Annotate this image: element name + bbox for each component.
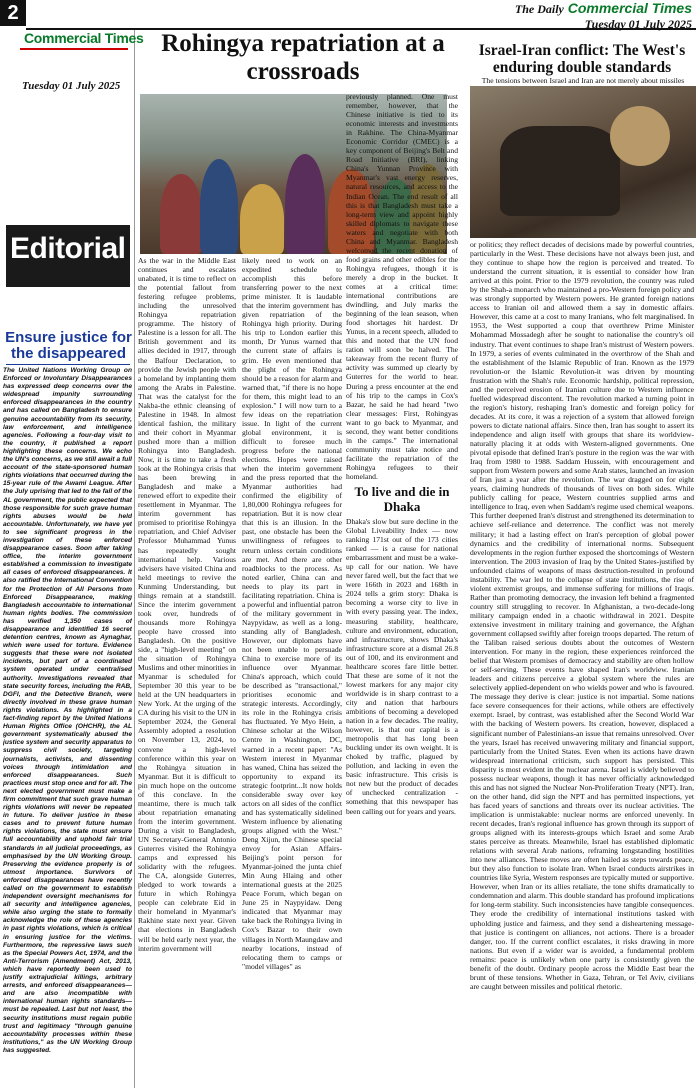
- editorial-headline-rule: [6, 364, 130, 365]
- dhaka-text: Dhaka's slow but sure decline in the Global Liveability Index — now ranking 171st out of the 173 cities ranked — is a cause for national embarrassment and must be a wake-up call for our nation. We have never fared well, but the fact that we were 166th in 2023 and 168th in 2024 tells a grim story: Dhaka is becoming a worse city to live in with every passing year. The index, measuring stability, healthcare, culture and environment, education, and infrastructure, shows Dhaka's infrastructure score at a dismal 26.8 out of 100, and its environment and healthcare scores fare little better. That these are some of it not the lowest markers for any major city worldwide is in sharp contrast to a city and nation that harbours ambitions of becoming a developed nation in a few decades. The reality, however, is that our capital is a metropolis that has long been buckling under its own weight. It is choked by traffic, plagued by pollution, and lacking in even the basic infrastructure. This crisis is not new but the product of decades of unchecked centralization - something that this newspaper has been calling out for years and years.: [346, 517, 458, 816]
- iran-photo: [470, 86, 696, 238]
- masthead-brand-name: Commercial Times: [567, 0, 692, 16]
- iran-title: Israel-Iran conflict: The West's enduring double standards: [478, 42, 686, 76]
- iran-subtitle: The tensions between Israel and Iran are not merely about missiles: [481, 76, 685, 85]
- page-number: 2: [0, 0, 26, 26]
- editorial-headline: Ensure justice for the disappeared: [5, 329, 132, 362]
- left-date: Tuesday 01 July 2025: [22, 80, 121, 92]
- rohingya-col-3: [346, 92, 458, 1086]
- masthead: [515, 0, 692, 32]
- rohingya-col-1-text: As the war in the Middle East continues and escalates unabated, it is time to reflect on the potential fallout from festering refugee problems, including the unresolved Rohingya repatriation programme. The history of Palestine is a lesson for all. The British government and its allies decided in 1917, through the Balfour Declaration, to provide the Jewish people with a homeland by implanting them among the Arabs in Palestine. That was the catalyst for the Nakba-the ethnic cleansing of Palestine in 1948. In almost identical fashion, the military and their cohort in Myanmar pushed more than a million Rohingya into Bangladesh. Now, it is time to take a fresh look at the Rohingya crisis that has been brewing in Bangladesh and make a renewed effort to expedite their resettlement in Myanmar. The interim government has promised to prioritise Rohingya repatriation, and Chief Adviser Professor Muhammad Yunus has repeatedly sought international help. Various advisers have visited China and held meetings to revive the Kunming Understanding, but things remain at a standstill. Since the interim government took over, hundreds of thousands more Rohingya people have crossed into Bangladesh. On the positive side, a "high-level meeting" on the situation of Rohingya Muslims and other minorities in Myanmar is scheduled for September 30 this year to be held at the UN headquarters in New York. At the urging of the CA during his visit to the UN in September 2024, the General Assembly adopted a resolution on November 13, 2024, to convene a high-level conference within this year on the Rohingya situation in Myanmar. But it is difficult to pin much hope on the outcome of this conclave. In the meantime, there is much talk about repatriation emanating from the interim government. During a visit to Bangladesh, UN Secretary-General Antonio Guterres visited the Rohingya camps and expressed his solidarity with the refugees. The CA, alongside Guterres, pledged to work towards a future in which Rohingya people can celebrate Eid in their homeland in Myanmar's Rakhine state next year. Given that elections in Bangladesh will be held early next year, the interim government will: [138, 256, 236, 953]
- rohingya-col-1: [138, 256, 236, 1086]
- iran-body: [470, 240, 694, 1086]
- rohingya-title: Rohingya repatriation at a crossroads: [161, 30, 445, 85]
- logo-underline: [20, 48, 128, 50]
- rohingya-col-2: [242, 256, 342, 1086]
- masthead-brand-the: The Daily: [514, 2, 564, 16]
- rohingya-col-2-text: likely need to work on an expedited schedule to accomplish this before transferring power to the next prime minister. It is laudable that the interim government has given repatriation of the Rohingya high priority. During his trip to London earlier this month, Dr Yunus warned that the current state of affairs is grim. He even mentioned that the plight of the Rohingya should be a reason for alarm and warned that, "if there is no hope for them, this might lead to an explosion." I will now turn to a few ideas on the repatriation issue. In light of the current global environment, it is difficult to foresee much progress before the national elections. Hopes were raised when the interim government and the press reported that the Myanmar authorities had confirmed the eligibility of 1,80,000 Rohingya refugees for repatriation. But it is now clear that this is an illusion. In the past, one obstacle has been the unwillingness of refugees to return unless certain conditions are met. And there are other roadblocks to the process. As noted earlier, China can and needs to play its part in facilitating repatriation. China is a powerful and influential patron of the military government in Naypyidaw, as well as a long-standing ally of Bangladesh. However, our diplomats have not been unable to persuade China to exercise more of its influence over Myanmar. China's approach, which could be described as "transactional," prioritises economic and strategic interests. Accordingly, its role in the Rohingya crisis has fluctuated. Ye Myo Hein, a Chinese scholar at the Wilson Centre in Washington, DC, warned in a recent paper: "As Western interest in Myanmar has waned, China has seized the opportunity to expand its strategic footprint...It now holds considerable sway over key actors on all sides of the conflict and has systematically sidelined Western influence by alienating groups aligned with the West." Deng Xijun, the Chinese special envoy for Asian Affairs-Beijing's point person for Myanmar-joined the junta chief Min Aung Hlaing and other international guests at the 2025 Peace Forum, which began on June 25 in Naypyidaw. Deng indicated that Myanmar may take back the Rohingya living in Cox's Bazar to their own villages in North Maungdaw and nearby locations, instead of relocating them to camps or "model villages" as: [242, 256, 342, 971]
- masthead-brand: [515, 0, 692, 17]
- masthead-date: Tuesday 01 July 2025: [584, 17, 692, 31]
- left-logo: Commercial Times: [24, 30, 144, 46]
- dhaka-subhead: To live and die in Dhaka: [354, 484, 450, 515]
- editorial-body: [3, 367, 132, 1085]
- editorial-label: Editorial: [10, 232, 126, 265]
- rohingya-col-3-text: previously planned. One must remember, however, that the Chinese initiative is tied to its economic interests and investments in Rakhine. The China-Myanmar Economic Corridor (CMEC) is a key component of Beijing's Belt and Road Initiative (BRI), linking China's Yunnan Province with Myanmar's vast energy reserves, natural resources, and access to the Indian Ocean. The end result of all this is that Bangladesh must take a long-term view and appoint highly skilled diplomats to navigate these waters and negotiate with both China and Myanmar. Bangladesh welcomed the recent donation of food grains and other edibles for the Rohingya refugees, though it is merely a drop in the bucket. It comes at a critical time: international contributions are dwindling, and July marks the beginning of the lean season, when food shortages hit hardest. Dr Yunus, in a recent speech, alluded to this and noted that the UN food ration will soon be halved. The takeaway from the recent flurry of activity was summed up clearly by Guterres for the world to hear. During a press encounter at the end of his trip to the camps in Cox's Bazar, he said he had heard "two clear messages: First, Rohingyas want to go back to Myanmar, and second, they want better conditions in the camps." The international community must take notice and facilitate the repatriation of the Rohingya refugees to their homeland.: [346, 92, 458, 481]
- iran-body-text: or politics; they reflect decades of decisions made by powerful countries, particularly in the West. These decisions have not always been just, and they continue to shape how the region is perceived and treated. To understand the current situation, it is essential to consider how Iran arrived at this point. Prior to the 1979 revolution, the country was ruled by the Shah-a monarch who maintained a pro-Western foreign policy and was strongly supported by Western powers. He granted foreign nations access to Iranian oil and allowed them a say in domestic affairs. However, this came at a cost to many Iranians, who felt marginalised. In 1953, the West supported a coup that overthrew Prime Minister Mohammad Mossadegh after he sought to nationalise the country's oil industry. That event continues to shape Iran's mistrust of Western powers. In 1979, a series of events culminated in the overthrow of the Shah and the establishment of the Islamic Republic of Iran. Known as the 1979 revolution-or the Islamic Revolution-it was driven by mounting frustration with the Shah's rule. Economic hardship, political repression, and the perceived erosion of Iranian culture due to Western influence fuelled widespread discontent. The revolution marked a turning point in the region's history, reshaping Iran's domestic and foreign policy for decades. At its core, it was a rejection of a system that allowed foreign powers to dictate national affairs. Since then, Iran has sought to assert its independence and align itself with groups that share its worldview-naturally placing it at odds with Western-aligned governments. One pivotal episode that defined Iran's posture in the region was the war with Iraq from 1980 to 1988. Saddam Hussein, with encouragement and support from Western powers and some Arab states, launched an invasion of Iran just a year after the revolution. The war dragged on for eight years, claiming hundreds of thousands of lives on both sides. While publicly calling for peace, Western countries supplied arms and intelligence to Iraq, even when Saddam's regime used chemical weapons. This further deepened Iran's distrust and strengthened its determination to achieve self-reliance and deterrence. The conflict was not merely military; it had a lasting effect on Iran's perception of global power dynamics and the credibility of international norms. Subsequent developments in the region further exposed the shortcomings of Western intervention. The 2003 invasion of Iraq by the United States-justified by unfounded claims of weapons of mass destruction-resulted in profound instability. The war led to the collapse of state institutions, the rise of violent extremist groups, and immense suffering for millions of Iraqis. Rather than promoting democracy, the invasion left behind a fragmented country still struggling to recover. In Afghanistan, a two-decade-long military campaign ended in a chaotic withdrawal in 2021. Despite extensive investment in military training and governance, the Afghan government collapsed swiftly after foreign troops departed. The return of the Taliban raised serious doubts about the outcomes of Western intervention. For many in the region, these experiences reinforced the belief that Western promises of democracy and stability are often hollow or self-serving. These events have shaped Iran's worldview. Iranian leaders and citizens perceive a global system where the rules are selectively applied-dependent on who wields power and who is favoured. The message they derive is clear: justice is not impartial. Some nations face severe consequences for their actions, while others are effectively exempt. Israel, by contrast, was established after the Second World War with the backing of Western powers. Its creation, however, displaced a significant number of Palestinians-an issue that remains unresolved. Over the years, Israel has received unwavering military and financial support, particularly from the United States. Even when its actions have drawn widespread international criticism, such support has persisted. This disparity is most evident in the nuclear arena. Israel is widely believed to possess nuclear weapons, though it has never officially acknowledged this and has not signed the Nuclear Non-Proliferation Treaty (NPT). Iran, on the other hand, did sign the NPT and has permitted inspections, yet has faced years of sanctions and threats over its nuclear activities. The implication is unmistakable: nuclear norms are enforced unevenly. In recent decades, Iran's regional influence has grown through its support of groups aligned with its interests-groups which Israel and some Arab states perceive as threats. Meanwhile, Israel has established diplomatic relations with several Arab nations, reframing longstanding hostilities into new alliances. These moves are often hailed as steps towards peace, but they also function to isolate Iran. When Israel conducts airstrikes in countries like Syria, Western responses are typically muted or supportive. However, when Iran or its allies retaliate, the tone shifts dramatically to condemnation and alarm. This double standard has profound implications for long-term stability. Such inconsistencies have tangible consequences. They erode the credibility of international institutions tasked with upholding justice and fairness, and they send a disheartening message-that justice is contingent on alliances, not actions. There is a broader danger, too. If the current conflict escalates, it risks drawing in more nations. But even if a wider war is avoided, a fundamental problem remains: peace is unlikely when one party is consistently given the benefit of the doubt. Ordinary people across the Middle East bear the brunt of these tensions. Whether in Gaza, Tehran, or Tel Aviv, civilians are caught between missiles and political rhetoric.: [470, 240, 694, 991]
- editorial-body-text: The United Nations Working Group on Enforced or Involuntary Disappearances has expressed deep concerns over the widespread impunity surrounding enforced disappearances in the country and has called on Bangladesh to ensure genuine accountability from its security, law enforcement, and intelligence agencies. Following a four-day visit to the country, it published a report highlighting these concerns. We echo the UN's concerns, as we still await a full account of the state-sponsored human rights violations that occurred during the 15-year rule of the Awami League. After the July uprising that led to the fall of the AL government, the public expected that those responsible for such grave human rights abuses would be held accountable. Unfortunately, we have yet to see significant progress in the investigation of these enforced disappearance cases. Soon after taking office, the interim government established a commission to investigate all cases of enforced disappearances. It also ratified the International Convention for the Protection of All Persons from Enforced Disappearance, making Bangladesh accountable to international human rights bodies. The commission has verified 1,350 cases of disappearance and identified 16 secret detention centres, known as Aynaghar, which were used for torture. Evidence suggests that these were not isolated incidents, but part of a coordinated system operated under centralised authority. Investigations revealed that state security forces, including the RAB, DGFI, and the Detective Branch, were directly involved in these grave human rights violations. As highlighted in a fact-finding report by the United Nations Human Rights Office (OHCHR), the AL government systematically abused the justice system and security apparatus to suppress civil society, targeting journalists, activists, and dissenting voices through intimidation and enforced disappearances. Such practices must stop once and for all. The next elected government must make a firm commitment that such grave human rights violations will never be repeated in future. To deliver justice in these cases and to prevent future human rights violations, the state must ensure full accountability and uphold fair trial standards in all judicial proceedings, as emphasised by the UN Working Group. Preserving the evidence properly is of utmost importance. Survivors of enforced disappearances have recently called on the government to establish independent oversight mechanisms for all security and intelligence agencies, while also urging the state to formally acknowledge the role of these agencies in past rights violations, which is critical in ensuring justice for the victims. Furthermore, the repressive laws such as the Special Powers Act, 1974, and the Anti-Terrorism (Amendment) Act, 2013, which have reportedly been used to justify extrajudicial killings, arbitrary arrests, and enforced disappearances—and are also incompatible with international human rights standards—must be repealed. Last but not least, the security institutions must regain public trust and legitimacy "through genuine accountability processes within these institutions," as the UN Working Group has suggested.: [3, 367, 132, 1054]
